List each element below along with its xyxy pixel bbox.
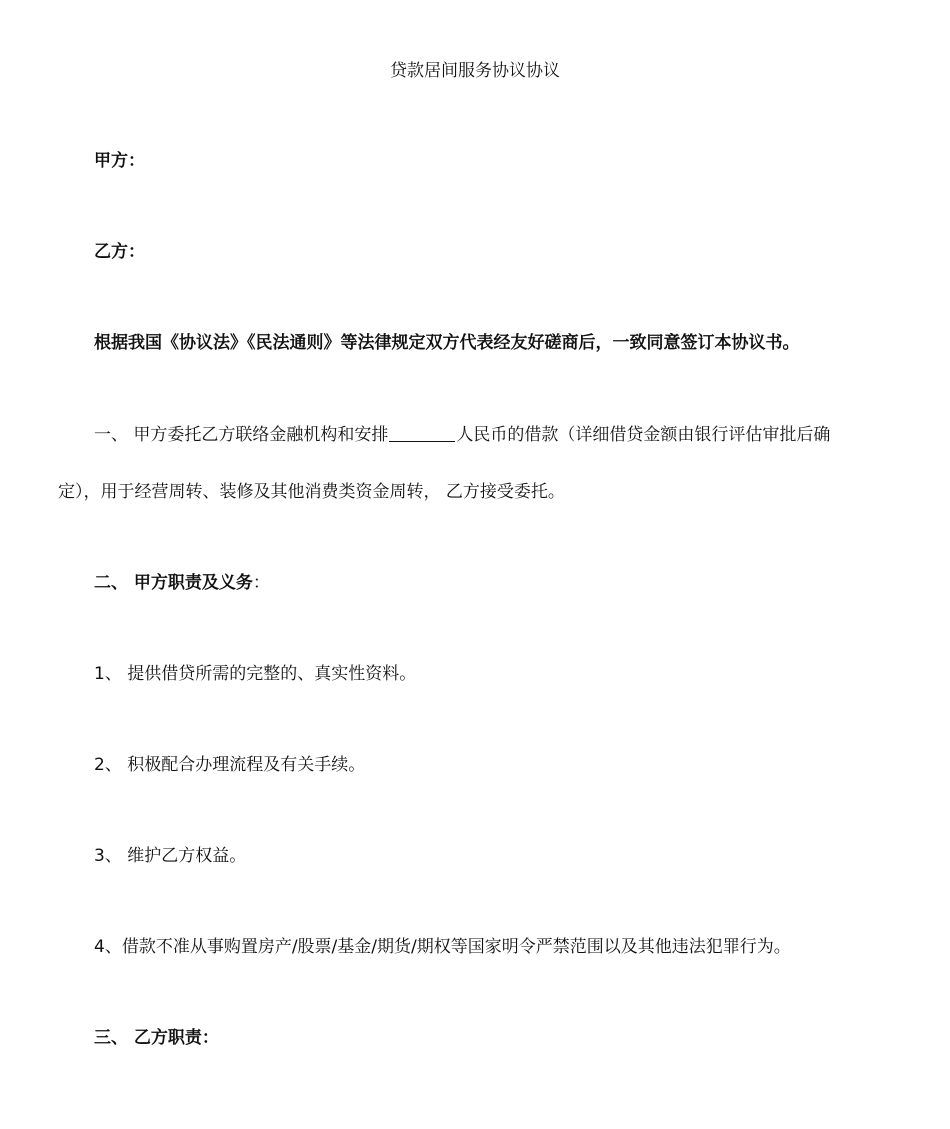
clause-1-line-2: 定），用于经营周转、装修及其他消费类资金周转， 乙方接受委托。 — [58, 482, 565, 502]
section-2-heading-colon: ： — [252, 573, 270, 593]
clause-1-text-before-blank: 一、 甲方委托乙方联络金融机构和安排 — [94, 425, 389, 445]
clause-1-text-after-blank: 人民币的借款（详细借贷金额由银行评估审批后确 — [456, 425, 831, 445]
party-a-label: 甲方： — [94, 151, 145, 171]
preamble-paragraph: 根据我国《协议法》《民法通则》等法律规定双方代表经友好磋商后，一致同意签订本协议书。 — [94, 333, 800, 353]
section-2-heading — [94, 571, 270, 595]
section-3-heading: 三、 乙方职责： — [94, 1028, 219, 1048]
party-b-label: 乙方： — [94, 242, 145, 262]
section-2-item-4: 4、借款不准从事购置房产/股票/基金/期货/期权等国家明令严禁范围以及其他违法犯罪行为。 — [94, 937, 791, 957]
section-2-item-3: 3、 维护乙方权益。 — [94, 846, 247, 866]
clause-1-line-1 — [94, 423, 830, 447]
amount-blank — [389, 424, 455, 442]
section-2-heading-text: 二、 甲方职责及义务 — [94, 573, 253, 593]
section-2-item-2: 2、 积极配合办理流程及有关手续。 — [94, 755, 366, 775]
section-2-item-1: 1、 提供借贷所需的完整的、真实性资料。 — [94, 664, 417, 684]
document-title: 贷款居间服务协议协议 — [390, 61, 560, 81]
